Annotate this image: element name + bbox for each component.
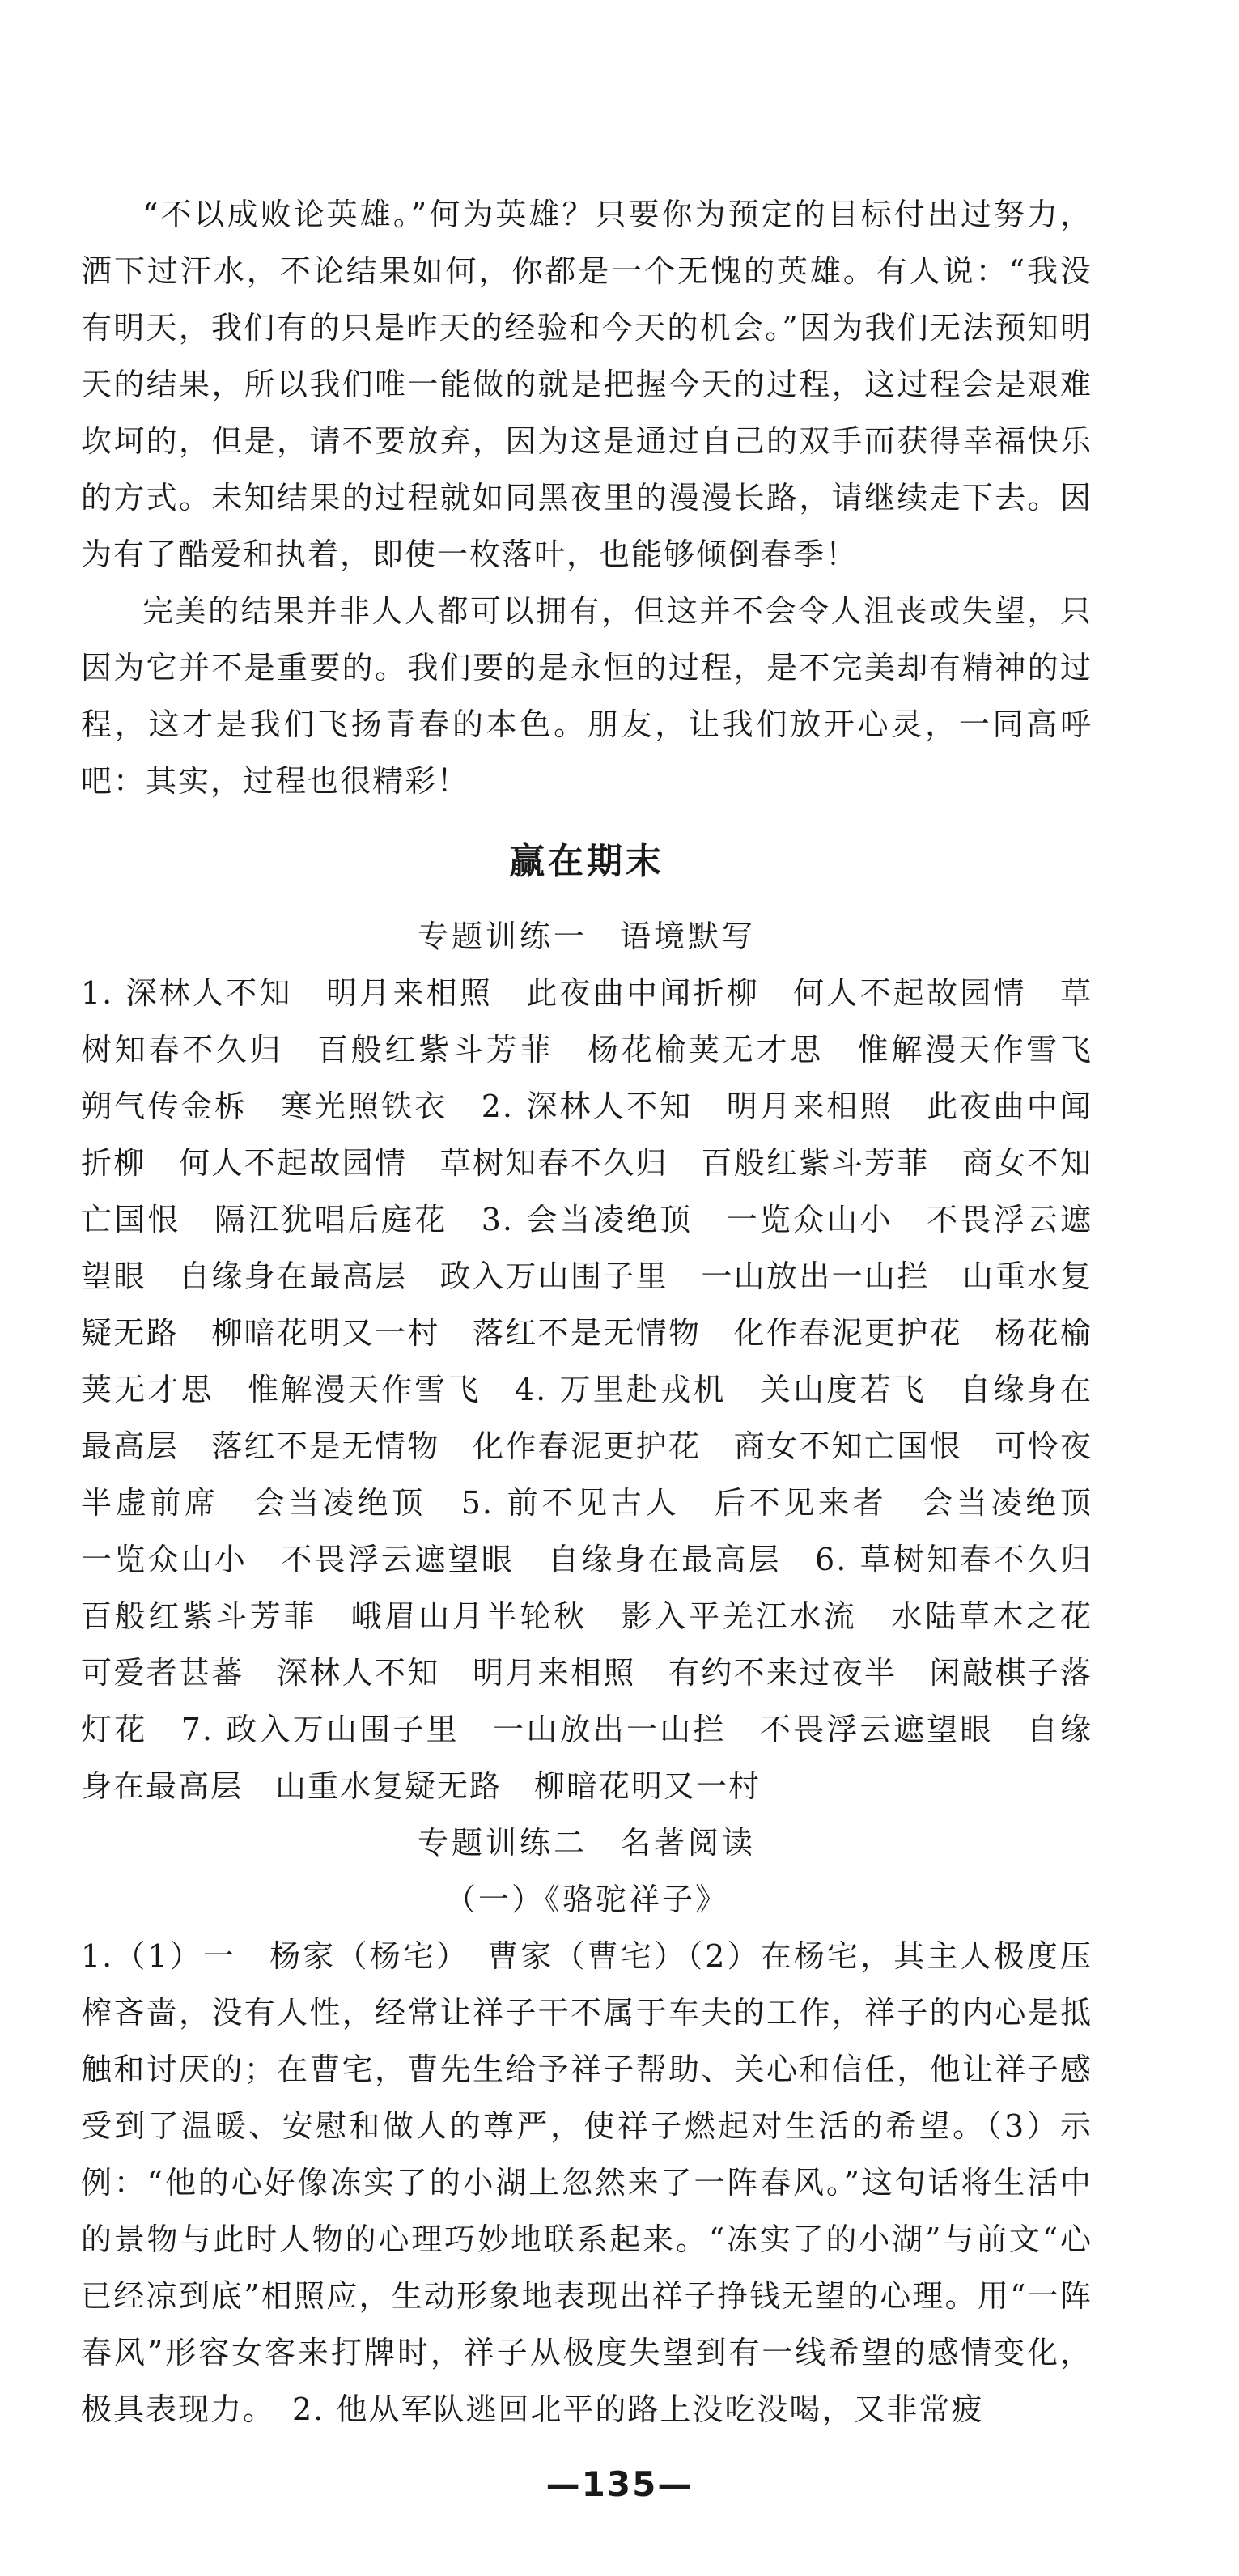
topic2-heading bbox=[81, 1814, 1093, 1871]
section-title: 赢在期末 bbox=[509, 841, 664, 882]
topic1-name: 语境默写 bbox=[620, 919, 757, 954]
topic2-label: 专题训练二 bbox=[417, 1825, 588, 1861]
topic2-name: 名著阅读 bbox=[620, 1825, 757, 1861]
topic2-answers: 1.（1）一 杨家（杨宅） 曹家（曹宅）（2）在杨宅，其主人极度压榨吝啬，没有人性，经常让祥子干不属于车夫的工作，祥子的内心是抵触和讨厌的；在曹宅，曹先生给予祥子帮助、关心和信任，他让祥子感受到了温暖、安慰和做人的尊严，使祥子燃起对生活的希望。（3）示例：“他的心好像冻实了的小湖上忽然来了一阵春风。”这句话将生活中的景物与此时人物的心理巧妙地联系起来。“冻实了的小湖”与前文“心已经凉到底”相照应，生动形象地表现出祥子挣钱无望的心理。用“一阵春风”形容女客来打牌时，祥子从极度失望到有一线希望的感情变化，极具表现力。 2. 他从军队逃回北平的路上没吃没喝，又非常疲 bbox=[81, 1938, 1093, 2427]
topic1-label: 专题训练一 bbox=[417, 919, 588, 954]
intro-paragraph-1: “不以成败论英雄。”何为英雄？只要你为预定的目标付出过努力，洒下过汗水，不论结果如何，你都是一个无愧的英雄。有人说：“我没有明天，我们有的只是昨天的经验和今天的机会。”因为我们无法预知明天的结果，所以我们唯一能做的就是把握今天的过程，这过程会是艰难坎坷的，但是，请不要放弃，因为这是通过自己的双手而获得幸福快乐的方式。未知结果的过程就如同黑夜里的漫漫长路，请继续走下去。因为有了酷爱和执着，即使一枚落叶，也能够倾倒春季！ bbox=[81, 197, 1093, 572]
intro-paragraph-2: 完美的结果并非人人都可以拥有，但这并不会令人沮丧或失望，只因为它并不是重要的。我们要的是永恒的过程，是不完美却有精神的过程，这才是我们飞扬青春的本色。朋友，让我们放开心灵，一同高呼吧：其实，过程也很精彩！ bbox=[81, 593, 1093, 799]
topic1-heading bbox=[81, 908, 1093, 965]
page-content bbox=[81, 186, 1126, 2438]
topic1-answers: 1. 深林人不知 明月来相照 此夜曲中闻折柳 何人不起故园情 草树知春不久归 百般红紫斗芳菲 杨花榆荚无才思 惟解漫天作雪飞 朔气传金柝 寒光照铁衣 2. 深林人不知 明月来相照 此夜曲中闻折柳 何人不起故园情 草树知春不久归 百般红紫斗芳菲 商女不知亡国恨 隔江犹唱后庭花 3. 会当凌绝顶 一览众山小 不畏浮云遮望眼 自缘身在最高层 政入万山围子里 一山放出一山拦 山重水复疑无路 柳暗花明又一村 落红不是无情物 化作春泥更护花 杨花榆荚无才思 惟解漫天作雪飞 4. 万里赴戎机 关山度若飞 自缘身在最高层 落红不是无情物 化作春泥更护花 商女不知亡国恨 可怜夜半虚前席 会当凌绝顶 5. 前不见古人 后不见来者 会当凌绝顶 一览众山小 不畏浮云遮望眼 自缘身在最高层 6. 草树知春不久归 百般红紫斗芳菲 峨眉山月半轮秋 影入平羌江水流 水陆草木之花 可爱者甚蕃 深林人不知 明月来相照 有约不来过夜半 闲敲棋子落灯花 7. 政入万山围子里 一山放出一山拦 不畏浮云遮望眼 自缘身在最高层 山重水复疑无路 柳暗花明又一村 bbox=[81, 975, 1126, 1804]
work-title: （一）《骆驼祥子》 bbox=[444, 1882, 728, 1917]
page-number: —135— bbox=[545, 2464, 694, 2504]
